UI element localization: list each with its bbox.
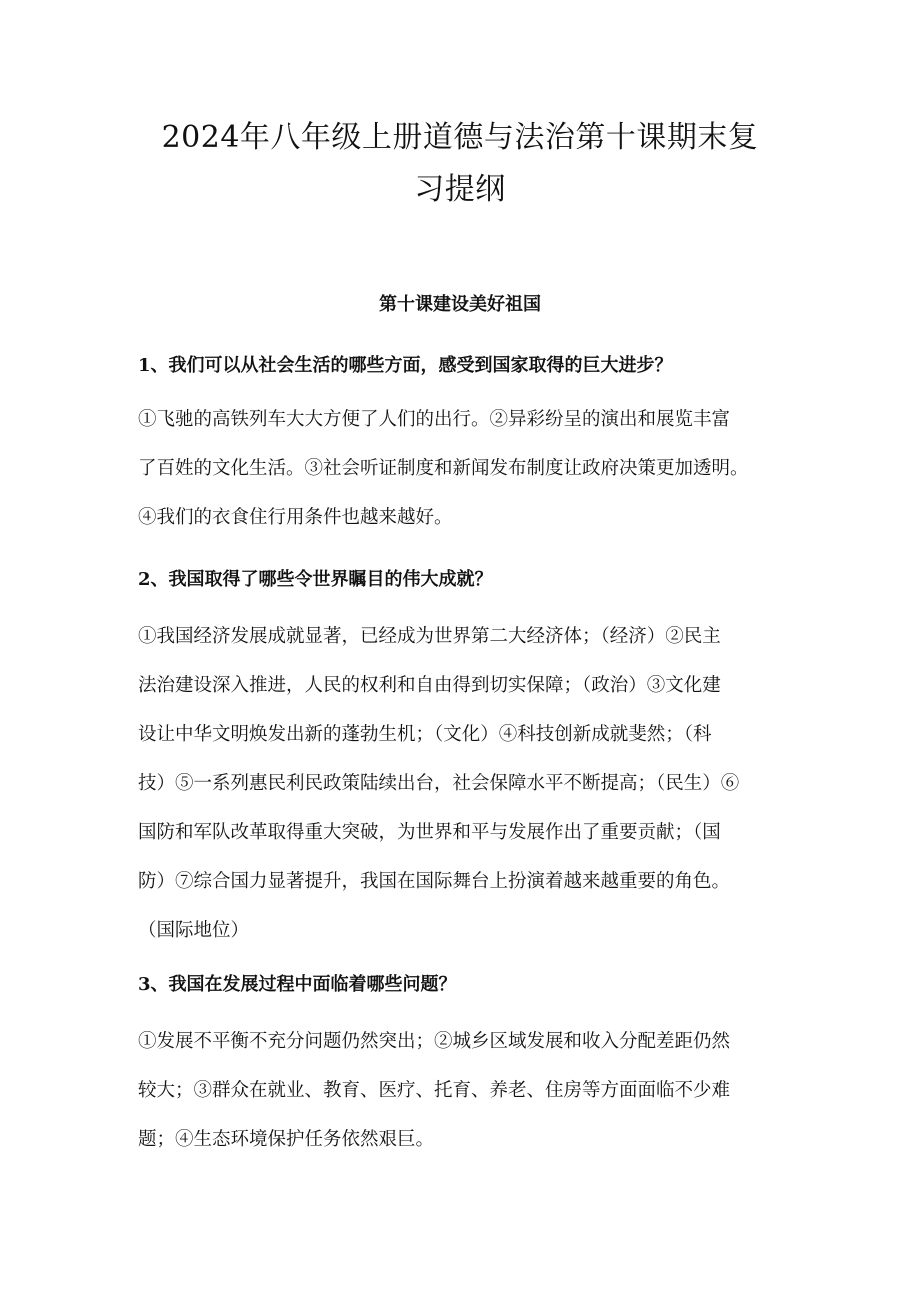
answer-line: ④我们的衣食住行用条件也越来越好。 <box>138 507 453 528</box>
title-line: 习提纲 <box>414 172 506 207</box>
answer-line: ①飞驰的高铁列车大大方便了人们的出行。②异彩纷呈的演出和展览丰富 <box>138 409 731 430</box>
answer-line: 法治建设深入推进，人民的权利和自由得到切实保障；（政治）③文化建 <box>138 675 721 696</box>
title-line: 2024年八年级上册道德与法治第十课期末复 <box>161 120 759 155</box>
answer-line: 设让中华文明焕发出新的蓬勃生机；（文化）④科技创新成就斐然；（科 <box>138 724 712 745</box>
answer-line: （国际地位） <box>138 920 250 941</box>
answer-1 <box>138 395 798 542</box>
question-2: 2、我国取得了哪些令世界瞩目的伟大成就？ <box>138 569 493 590</box>
answer-line: 国防和军队改革取得重大突破，为世界和平与发展作出了重要贡献；（国 <box>138 822 721 843</box>
lesson-title: 第十课建设美好祖国 <box>379 294 541 315</box>
answer-line: 题；④生态环境保护任务依然艰巨。 <box>138 1129 435 1150</box>
question-1: 1、我们可以从社会生活的哪些方面，感受到国家取得的巨大进步？ <box>138 355 673 376</box>
answer-line: 较大；③群众在就业、教育、医疗、托育、养老、住房等方面面临不少难 <box>138 1080 731 1101</box>
answer-line: 了百姓的文化生活。③社会听证制度和新闻发布制度让政府决策更加透明。 <box>138 458 749 479</box>
answer-line: 防）⑦综合国力显著提升，我国在国际舞台上扮演着越来越重要的角色。 <box>138 871 731 892</box>
answer-line: 技）⑤一系列惠民利民政策陆续出台，社会保障水平不断提高；（民生）⑥ <box>138 773 740 794</box>
answer-line: ①发展不平衡不充分问题仍然突出；②城乡区域发展和收入分配差距仍然 <box>138 1031 731 1052</box>
document-title <box>100 112 820 216</box>
question-3: 3、我国在发展过程中面临着哪些问题？ <box>138 974 457 995</box>
answer-line: ①我国经济发展成就显著，已经成为世界第二大经济体；（经济）②民主 <box>138 626 721 647</box>
answer-2 <box>138 612 798 955</box>
answer-3 <box>138 1017 798 1164</box>
